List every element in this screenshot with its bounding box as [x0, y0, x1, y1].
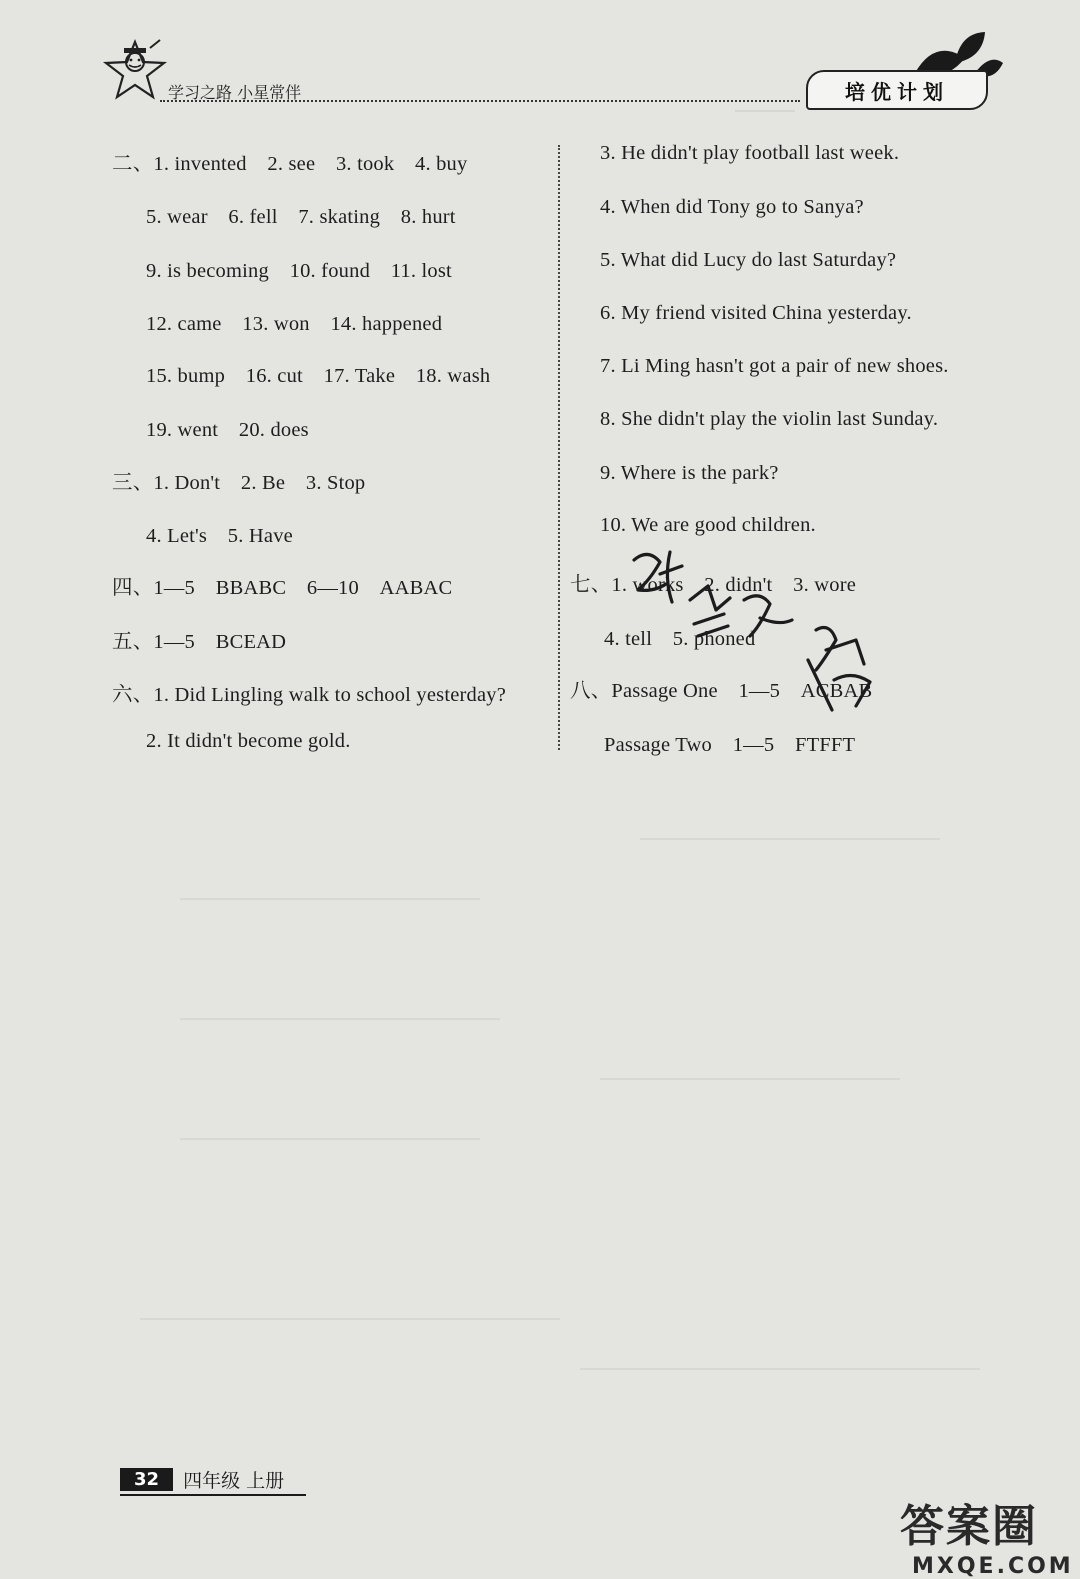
- header-rule: [160, 100, 800, 102]
- watermark-text: 答案圈: [900, 1501, 1038, 1552]
- handwriting-scribble: [620, 540, 920, 720]
- answer-line: 三、1. Don't 2. Be 3. Stop: [112, 472, 366, 494]
- answer-line: Passage Two 1—5 FTFFT: [604, 734, 856, 756]
- answer-line: 9. is becoming 10. found 11. lost: [146, 260, 452, 282]
- brand-title: 培优计划: [845, 79, 949, 104]
- answer-line: 六、1. Did Lingling walk to school yesterday?: [112, 684, 507, 706]
- answer-line: 2. It didn't become gold.: [146, 730, 351, 752]
- answer-line: 5. wear 6. fell 7. skating 8. hurt: [146, 206, 456, 228]
- answer-line: 19. went 20. does: [146, 419, 309, 441]
- answer-line: 8. She didn't play the violin last Sunday.: [600, 408, 939, 430]
- watermark-url: MXQE.COM: [912, 1554, 1074, 1579]
- page-header: [0, 0, 1080, 115]
- footer-rule: [120, 1494, 306, 1496]
- grade-label: 四年级 上册: [183, 1470, 285, 1492]
- answer-line: 八、Passage One 1—5 ACBAB: [570, 680, 873, 702]
- answer-line: 4. When did Tony go to Sanya?: [600, 196, 864, 218]
- answer-line: 七、1. works 2. didn't 3. wore: [570, 574, 857, 596]
- page-number: 32: [120, 1468, 173, 1491]
- answer-line: 10. We are good children.: [600, 514, 816, 536]
- column-divider: [558, 145, 560, 750]
- answer-line: 9. Where is the park?: [600, 462, 779, 484]
- answer-line: 五、1—5 BCEAD: [112, 631, 287, 653]
- answer-line: 二、1. invented 2. see 3. took 4. buy: [112, 153, 468, 175]
- answer-line: 4. tell 5. phoned: [604, 628, 756, 650]
- answer-line: 四、1—5 BBABC 6—10 AABAC: [112, 577, 453, 599]
- answer-line: 5. What did Lucy do last Saturday?: [600, 249, 897, 271]
- star-mascot-icon: [100, 38, 170, 104]
- answer-line: 6. My friend visited China yesterday.: [600, 302, 912, 324]
- answer-line: 7. Li Ming hasn't got a pair of new shoes.: [600, 355, 949, 377]
- site-watermark: [900, 1490, 1074, 1579]
- answer-line: 15. bump 16. cut 17. Take 18. wash: [146, 365, 491, 387]
- series-title: 学习之路 小星常伴: [168, 83, 302, 102]
- page-footer: [120, 1466, 284, 1493]
- answer-line: 3. He didn't play football last week.: [600, 142, 900, 164]
- brand-badge: [806, 70, 988, 110]
- answer-line: 12. came 13. won 14. happened: [146, 313, 443, 335]
- answer-line: 4. Let's 5. Have: [146, 525, 293, 547]
